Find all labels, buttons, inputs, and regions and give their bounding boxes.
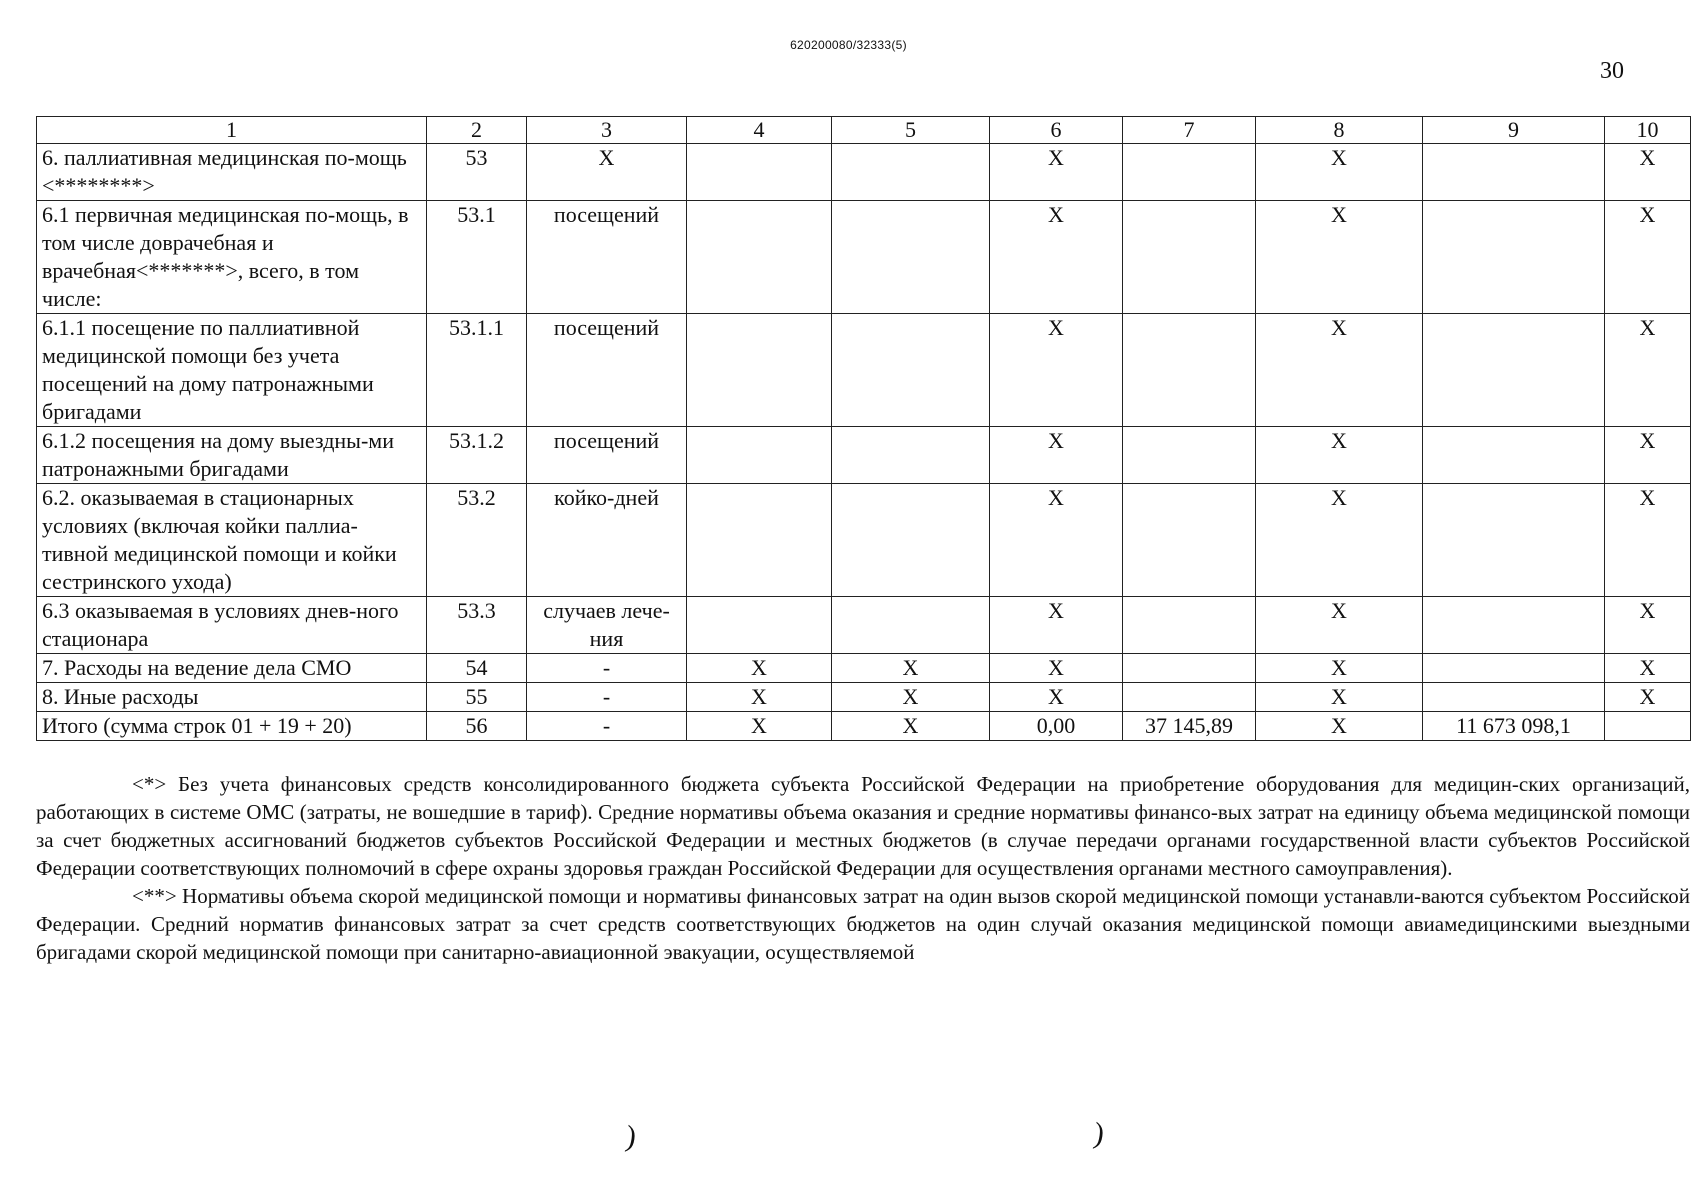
row-label: Итого (сумма строк 01 + 19 + 20) xyxy=(37,712,427,741)
table-cell xyxy=(1423,201,1605,314)
row-label: 8. Иные расходы xyxy=(37,683,427,712)
unit-cell: Х xyxy=(527,144,687,201)
column-header: 1 xyxy=(37,117,427,144)
stray-mark: ) xyxy=(623,1119,639,1154)
row-label: 6.1 первичная медицинская по-мощь, в том числе доврачебная и врачебная<*******>, всего, в том числе: xyxy=(37,201,427,314)
table-cell xyxy=(1423,314,1605,427)
table-cell: Х xyxy=(990,597,1123,654)
data-table xyxy=(36,116,1691,741)
unit-cell: посещений xyxy=(527,201,687,314)
table-cell xyxy=(1123,654,1256,683)
table-cell: Х xyxy=(832,654,990,683)
row-label: 6.1.1 посещение по паллиативной медицинской помощи без учета посещений на дому патронажными бригадами xyxy=(37,314,427,427)
table-row xyxy=(37,484,1691,597)
table-cell: Х xyxy=(1605,427,1691,484)
table-row xyxy=(37,427,1691,484)
table-cell: Х xyxy=(1605,683,1691,712)
table-cell xyxy=(1123,144,1256,201)
unit-cell: - xyxy=(527,654,687,683)
row-code: 53.3 xyxy=(427,597,527,654)
table-cell: Х xyxy=(990,654,1123,683)
table-cell: Х xyxy=(1256,683,1423,712)
table-cell: Х xyxy=(1605,484,1691,597)
unit-cell: - xyxy=(527,712,687,741)
column-header: 7 xyxy=(1123,117,1256,144)
table-header-row xyxy=(37,117,1691,144)
row-code: 53 xyxy=(427,144,527,201)
table-cell: 11 673 098,1 xyxy=(1423,712,1605,741)
table-cell xyxy=(1423,484,1605,597)
column-header: 9 xyxy=(1423,117,1605,144)
table-cell: Х xyxy=(990,314,1123,427)
footnote-2: <**> Нормативы объема скорой медицинской помощи и нормативы финансовых затрат на один вызов скорой медицинской помощи устанавли-ваются субъектом Российской Федерации. Средний норматив финансовых затрат за счет средств соответствующих бюджетов на один случай оказания медицинской помощи авиамедицинскими выездными бригадами скорой медицинской помощи при санитарно-авиационной эвакуации, осуществляемой xyxy=(36,884,1690,964)
table-cell xyxy=(1123,683,1256,712)
table-cell: Х xyxy=(1605,597,1691,654)
row-label: 7. Расходы на ведение дела СМО xyxy=(37,654,427,683)
row-code: 53.1.2 xyxy=(427,427,527,484)
table-cell xyxy=(1123,314,1256,427)
table-cell xyxy=(1423,597,1605,654)
table-cell: Х xyxy=(990,427,1123,484)
unit-cell: посещений xyxy=(527,314,687,427)
footnote-1: <*> Без учета финансовых средств консолидированного бюджета субъекта Российской Федерации на приобретение оборудования для медицин-ских организаций, работающих в системе ОМС (затраты, не вошедшие в тариф). Средние нормативы объема оказания и средние нормативы финансо-вых затрат на единицу объема медицинской помощи за счет бюджетных ассигнований бюджетов субъектов Российской Федерации и местных бюджетов (в случае передачи органами государственной власти субъектов Российской Федерации соответствующих полномочий в сфере охраны здоровья граждан Российской Федерации для осуществления органами местного самоуправления). xyxy=(36,772,1690,880)
table-cell xyxy=(1423,683,1605,712)
table-cell xyxy=(832,144,990,201)
unit-cell: случаев лече-ния xyxy=(527,597,687,654)
table-cell xyxy=(1605,712,1691,741)
table-cell: Х xyxy=(1256,484,1423,597)
table-cell: Х xyxy=(990,484,1123,597)
table-cell xyxy=(1123,484,1256,597)
table-row xyxy=(37,201,1691,314)
table-cell xyxy=(832,597,990,654)
table-cell xyxy=(832,201,990,314)
unit-cell: - xyxy=(527,683,687,712)
table-cell xyxy=(832,427,990,484)
column-header: 4 xyxy=(687,117,832,144)
table-cell: Х xyxy=(1256,654,1423,683)
table-cell xyxy=(832,484,990,597)
table-row xyxy=(37,314,1691,427)
column-header: 2 xyxy=(427,117,527,144)
row-code: 53.1.1 xyxy=(427,314,527,427)
table-cell: Х xyxy=(1256,712,1423,741)
table-cell: Х xyxy=(1256,314,1423,427)
row-label: 6. паллиативная медицинская по-мощь <********> xyxy=(37,144,427,201)
column-header: 10 xyxy=(1605,117,1691,144)
table-cell: Х xyxy=(1256,201,1423,314)
table-cell: Х xyxy=(990,144,1123,201)
table-row xyxy=(37,683,1691,712)
row-label: 6.3 оказываемая в условиях днев-ного стационара xyxy=(37,597,427,654)
table-cell: Х xyxy=(832,683,990,712)
row-code: 55 xyxy=(427,683,527,712)
table-cell: Х xyxy=(1605,314,1691,427)
row-label: 6.1.2 посещения на дому выездны-ми патронажными бригадами xyxy=(37,427,427,484)
table-cell: 0,00 xyxy=(990,712,1123,741)
table-cell: 37 145,89 xyxy=(1123,712,1256,741)
table-cell xyxy=(832,314,990,427)
row-code: 54 xyxy=(427,654,527,683)
table-cell xyxy=(687,597,832,654)
table-cell: Х xyxy=(990,683,1123,712)
document-code: 620200080/32333(5) xyxy=(790,38,907,52)
table-cell xyxy=(1123,201,1256,314)
row-code: 56 xyxy=(427,712,527,741)
row-code: 53.1 xyxy=(427,201,527,314)
table-cell xyxy=(687,314,832,427)
stray-mark: ) xyxy=(1091,1116,1107,1151)
unit-cell: койко-дней xyxy=(527,484,687,597)
table-cell xyxy=(1423,654,1605,683)
column-header: 6 xyxy=(990,117,1123,144)
table-cell xyxy=(1423,427,1605,484)
page-number: 30 xyxy=(1600,58,1624,84)
table-cell xyxy=(687,484,832,597)
unit-cell: посещений xyxy=(527,427,687,484)
table-cell xyxy=(687,427,832,484)
row-label: 6.2. оказываемая в стационарных условиях (включая койки паллиа-тивной медицинской помощи и койки сестринского ухода) xyxy=(37,484,427,597)
table-cell: Х xyxy=(1256,427,1423,484)
table-cell xyxy=(1123,597,1256,654)
table-cell: Х xyxy=(687,712,832,741)
table-cell: Х xyxy=(687,654,832,683)
row-code: 53.2 xyxy=(427,484,527,597)
table-cell xyxy=(687,201,832,314)
table-cell: Х xyxy=(832,712,990,741)
table-cell: Х xyxy=(687,683,832,712)
table-cell xyxy=(687,144,832,201)
table-cell: Х xyxy=(1256,144,1423,201)
table-cell: Х xyxy=(1605,144,1691,201)
column-header: 5 xyxy=(832,117,990,144)
column-header: 3 xyxy=(527,117,687,144)
table-cell: Х xyxy=(1256,597,1423,654)
table-row xyxy=(37,654,1691,683)
table-cell: Х xyxy=(1605,201,1691,314)
table-row xyxy=(37,144,1691,201)
table-cell: Х xyxy=(990,201,1123,314)
table-row-total xyxy=(37,712,1691,741)
table-cell: Х xyxy=(1605,654,1691,683)
footnotes xyxy=(36,770,1690,966)
table-cell xyxy=(1123,427,1256,484)
table-row xyxy=(37,597,1691,654)
column-header: 8 xyxy=(1256,117,1423,144)
table-cell xyxy=(1423,144,1605,201)
